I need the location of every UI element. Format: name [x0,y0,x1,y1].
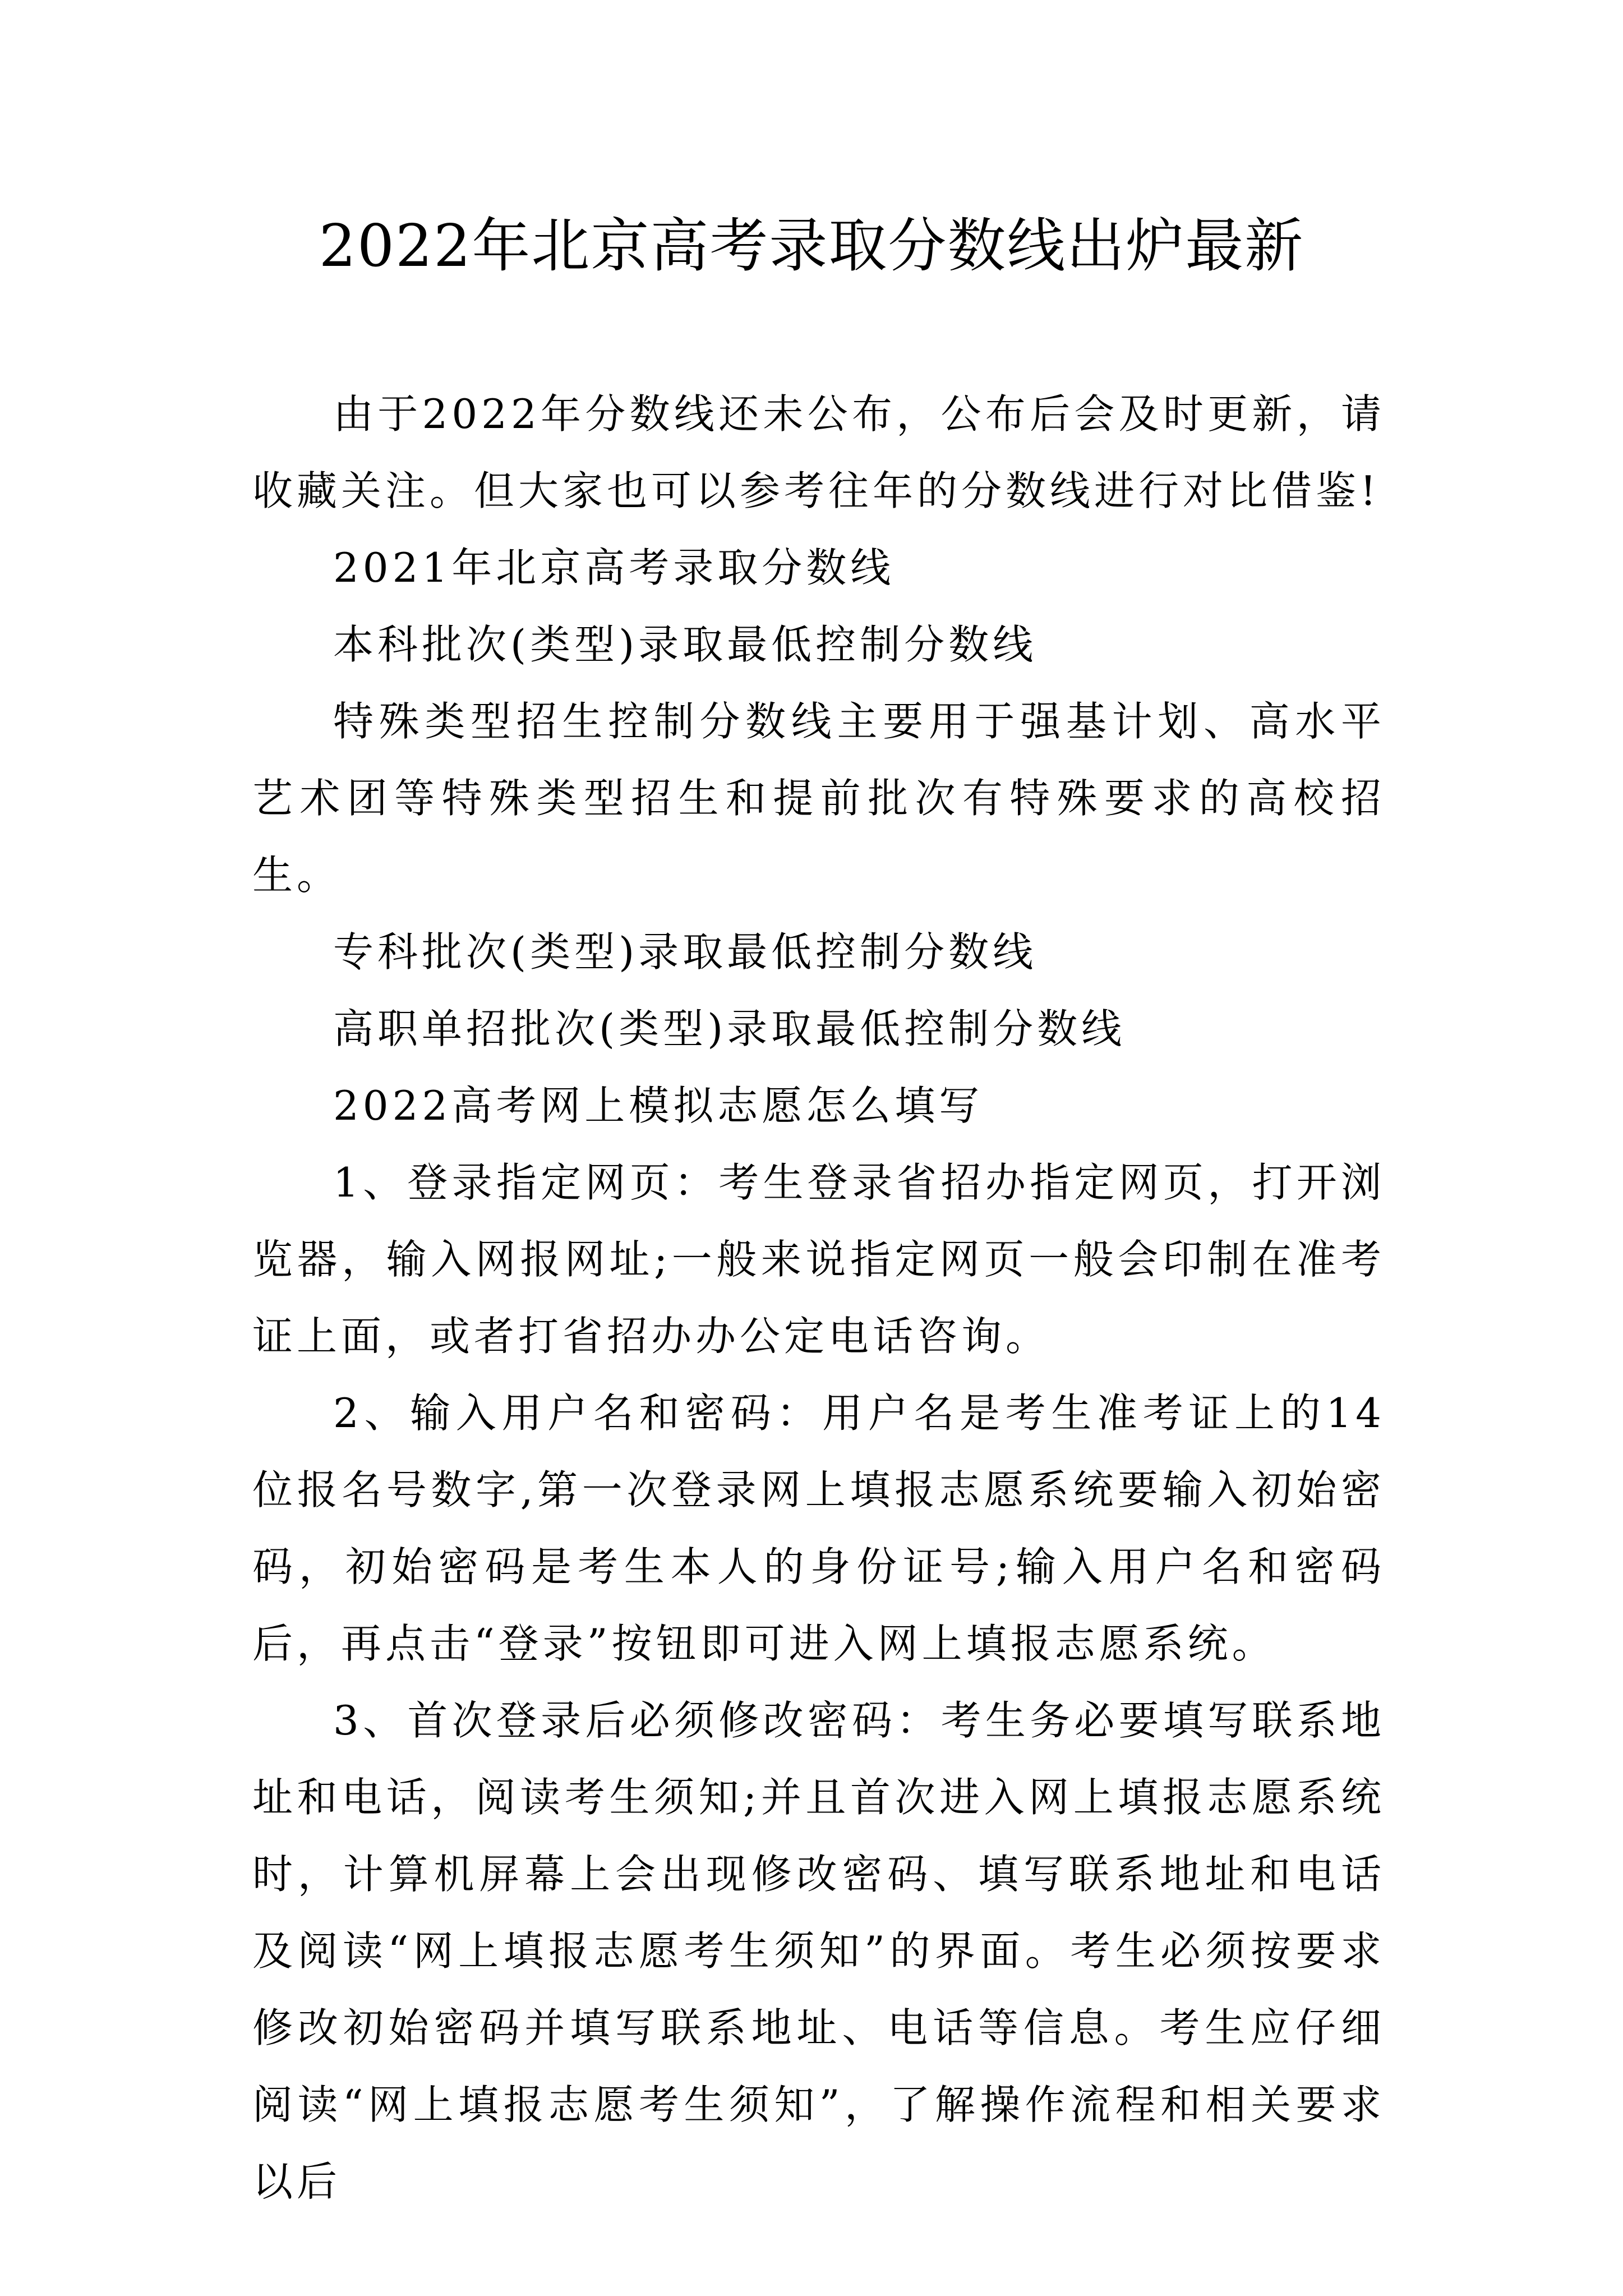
paragraph-step-3: 3、首次登录后必须修改密码：考生务必要填写联系地址和电话，阅读考生须知;并且首次进入网上填报志愿系统时，计算机屏幕上会出现修改密码、填写联系地址和电话及阅读“网上填报志愿考生须知”的界面。考生必须按要求修改初始密码并填写联系地址、电话等信息。考生应仔细阅读“网上填报志愿考生须知”，了解操作流程和相关要求以后 [252,1697,1385,2205]
paragraph-heading-mock: 2022高考网上模拟志愿怎么填写 [333,1082,984,1129]
paragraph-step-2: 2、输入用户名和密码：用户名是考生准考证上的14位报名号数字,第一次登录网上填报志愿系统要输入初始密码，初始密码是考生本人的身份证号;输入用户名和密码后，再点击“登录”按钮即可进入网上填报志愿系统。 [252,1389,1385,1667]
paragraph-step-1: 1、登录指定网页：考生登录省招办指定网页，打开浏览器，输入网报网址;一般来说指定网页一般会印制在准考证上面，或者打省招办办公定电话咨询。 [252,1159,1385,1360]
paragraph-heading-2021: 2021年北京高考录取分数线 [333,544,895,591]
paragraph-undergrad-line: 本科批次(类型)录取最低控制分数线 [333,621,1038,668]
paragraph-intro: 由于2022年分数线还未公布，公布后会及时更新，请收藏关注。但大家也可以参考往年的分数线进行对比借鉴! [252,390,1385,514]
paragraph-special-type: 特殊类型招生控制分数线主要用于强基计划、高水平艺术团等特殊类型招生和提前批次有特殊要求的高校招生。 [252,698,1385,899]
page-title: 2022年北京高考录取分数线出炉最新 [319,211,1304,280]
paragraph-vocational-line: 高职单招批次(类型)录取最低控制分数线 [333,1005,1126,1052]
document-body [252,376,1385,2220]
paragraph-college-line: 专科批次(类型)录取最低控制分数线 [333,928,1038,976]
